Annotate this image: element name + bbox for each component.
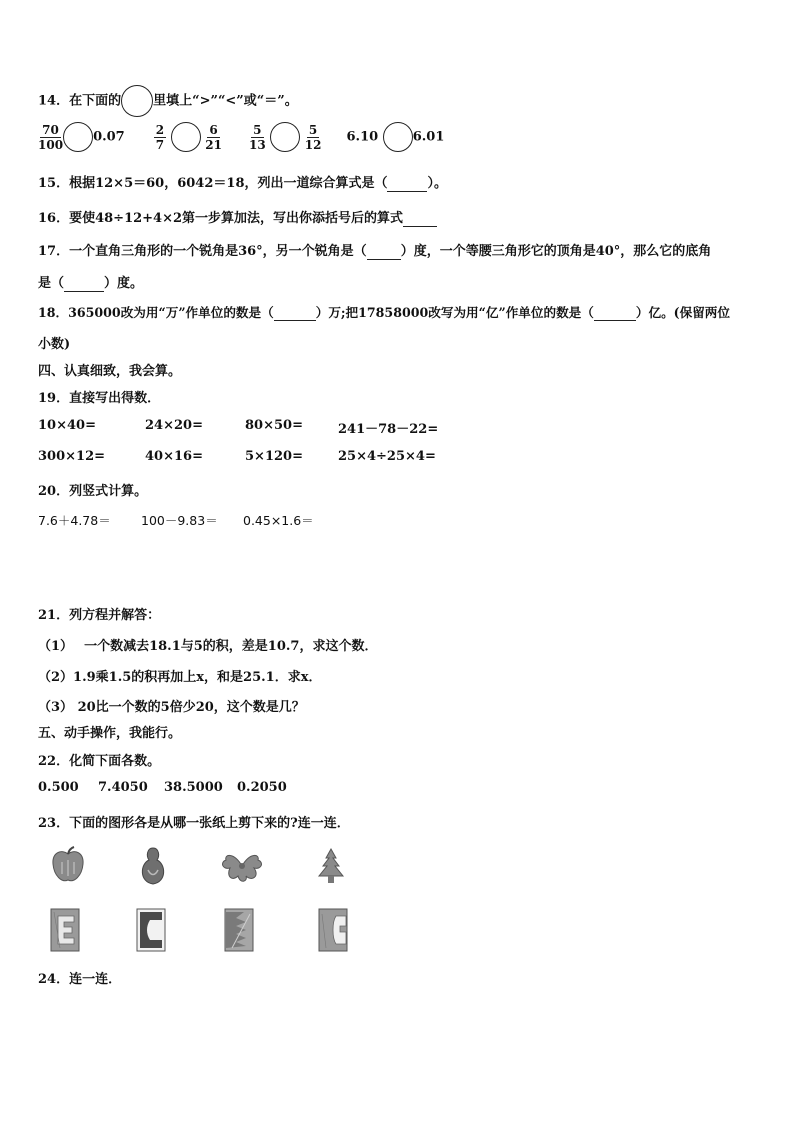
answer-blank[interactable] — [403, 211, 437, 227]
q20-expr: 7.6＋4.78＝ — [38, 513, 111, 528]
answer-blank[interactable] — [387, 176, 427, 192]
gourd-icon[interactable] — [136, 846, 170, 886]
q21-part2: （2）1.9乘1.5的积再加上x，和是25.1．求x． — [38, 670, 322, 685]
flower-icon[interactable] — [218, 846, 266, 886]
fraction: $\frac{5}{12}$ — [304, 122, 322, 152]
pine-tree-icon[interactable] — [316, 848, 346, 884]
value: 6.10 — [346, 129, 379, 145]
answer-circle[interactable] — [63, 122, 93, 152]
q19-expr: 80×50= — [245, 418, 303, 433]
fraction: $\frac{70}{100}$ — [38, 122, 64, 152]
q20-expr: 0.45×1.6＝ — [243, 513, 314, 528]
q21-part3: （3） 20比一个数的5倍少20，这个数是几？ — [38, 700, 305, 715]
q17-text-d: ）度。 — [104, 276, 144, 291]
q19-expr: 300×12= — [38, 449, 106, 464]
q23-title: 23．下面的图形各是从哪一张纸上剪下来的?连一连． — [38, 816, 350, 831]
answer-blank[interactable] — [594, 305, 636, 321]
q24-title: 24．连一连． — [38, 972, 122, 987]
section-4-heading: 四、认真细致，我会算。 — [38, 364, 182, 379]
q22-value: 38.5000 — [164, 780, 223, 795]
answer-circle[interactable] — [171, 122, 201, 152]
folded-paper-c-icon[interactable] — [136, 908, 166, 952]
q17-line1 — [38, 240, 711, 260]
q16-text: 16．要使48÷12+4×2第一步算加法，写出你添括号后的算式 — [38, 211, 404, 226]
folded-paper-zigzag-icon[interactable] — [224, 908, 254, 952]
q16 — [38, 207, 437, 227]
folded-paper-e-icon[interactable] — [50, 908, 80, 952]
q21-part1: （1） 一个数减去18.1与5的积，差是10.7，求这个数． — [38, 639, 378, 654]
q22-title: 22．化简下面各数。 — [38, 754, 161, 769]
value: 0.07 — [93, 129, 125, 145]
q19-expr: 40×16= — [145, 449, 203, 464]
q14-prompt — [38, 85, 298, 117]
q17-text-c: 是（ — [38, 276, 65, 291]
q20-title: 20．列竖式计算。 — [38, 484, 148, 499]
q18-line2: 小数) — [38, 337, 71, 352]
q17-text-a: 17．一个直角三角形的一个锐角是36°，另一个锐角是（ — [38, 244, 367, 259]
answer-blank[interactable] — [367, 244, 401, 260]
fraction: $\frac{2}{7}$ — [155, 122, 165, 152]
fraction: $\frac{6}{21}$ — [205, 122, 222, 152]
q19-expr: 10×40= — [38, 418, 96, 433]
q19-title: 19．直接写出得数． — [38, 391, 161, 406]
q18-text-a: 18．365000改为用“万”作单位的数是（ — [38, 305, 274, 320]
q19-expr: 5×120= — [245, 449, 303, 464]
fraction: $\frac{5}{13}$ — [248, 122, 266, 152]
q14-items — [38, 122, 444, 152]
folded-paper-notch-icon[interactable] — [318, 908, 348, 952]
answer-circle[interactable] — [270, 122, 300, 152]
q22-value: 0.500 — [38, 780, 79, 795]
q19-expr: 241－78－22= — [338, 422, 439, 437]
q20-expr: 100－9.83＝ — [141, 513, 218, 528]
q14-prompt-b: 里填上“>”“<”或“＝”。 — [153, 93, 298, 109]
answer-circle[interactable] — [383, 122, 413, 152]
q17-text-b: ）度，一个等腰三角形它的顶角是40°，那么它的底角 — [400, 244, 712, 259]
q14-prompt-a: 14．在下面的 — [38, 93, 122, 109]
q15-text-b: ）。 — [427, 176, 447, 191]
value: 6.01 — [412, 129, 445, 145]
q17-line2 — [38, 272, 143, 292]
q15 — [38, 172, 447, 192]
q22-value: 0.2050 — [237, 780, 287, 795]
apple-icon[interactable] — [48, 846, 88, 886]
q18-text-b: ）万;把17858000改写为用“亿”作单位的数是（ — [315, 305, 594, 320]
q19-expr: 25×4÷25×4= — [338, 449, 436, 464]
answer-blank[interactable] — [64, 276, 104, 292]
q15-text-a: 15．根据12×5＝60，6042＝18，列出一道综合算式是（ — [38, 176, 388, 191]
q21-title: 21．列方程并解答： — [38, 608, 161, 623]
q18-line1 — [38, 302, 730, 321]
answer-blank[interactable] — [274, 305, 316, 321]
q22-value: 7.4050 — [98, 780, 148, 795]
answer-circle[interactable] — [121, 85, 153, 117]
q18-text-c: ）亿。(保留两位 — [635, 305, 730, 320]
q19-expr: 24×20= — [145, 418, 203, 433]
section-5-heading: 五、动手操作，我能行。 — [38, 726, 182, 741]
